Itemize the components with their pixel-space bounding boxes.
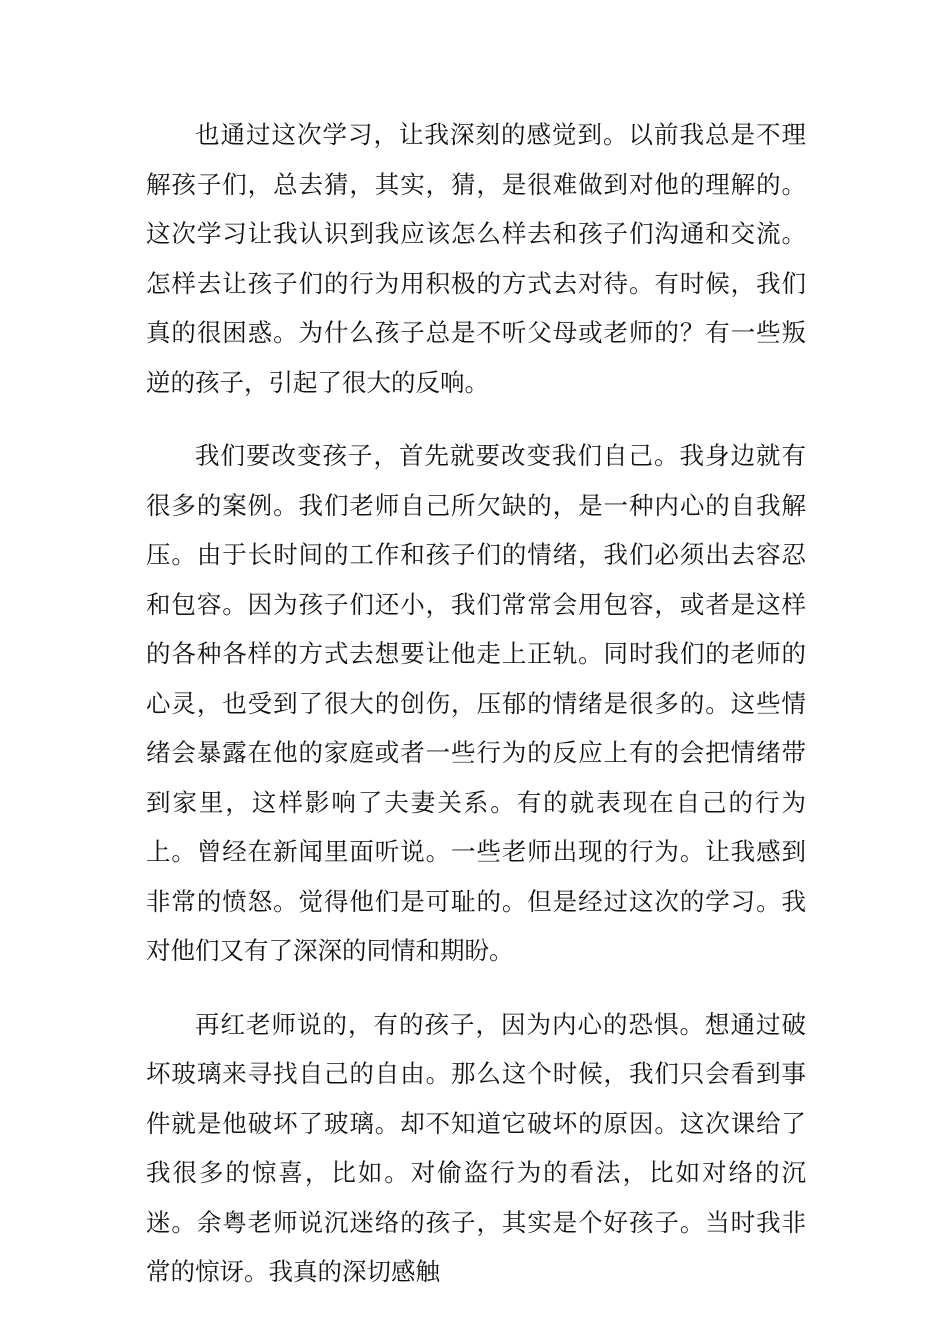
paragraph-3: 再红老师说的，有的孩子，因为内心的恐惧。想通过破坏玻璃来寻找自己的自由。那么这个时候，我们只会看到事件就是他破坏了玻璃。却不知道它破坏的原因。这次课给了我很多的惊喜，比如。对偷盗行为的看法，比如对络的沉迷。余粤老师说沉迷络的孩子，其实是个好孩子。当时我非常的惊讶。我真的深切感触 xyxy=(146,1009,806,1286)
paragraph-2: 我们要改变孩子，首先就要改变我们自己。我身边就有很多的案例。我们老师自己所欠缺的，是一种内心的自我解压。由于长时间的工作和孩子们的情绪，我们必须出去容忍和包容。因为孩子们还小，我们常常会用包容，或者是这样的各种各样的方式去想要让他走上正轨。同时我们的老师的心灵，也受到了很大的创伤，压郁的情绪是很多的。这些情绪会暴露在他的家庭或者一些行为的反应上有的会把情绪带到家里，这样影响了夫妻关系。有的就表现在自己的行为上。曾经在新闻里面听说。一些老师出现的行为。让我感到非常的愤怒。觉得他们是可耻的。但是经过这次的学习。我对他们又有了深深的同情和期盼。 xyxy=(146,441,806,965)
paragraph-1: 也通过这次学习，让我深刻的感觉到。以前我总是不理解孩子们，总去猜，其实，猜，是很难做到对他的理解的。这次学习让我认识到我应该怎么样去和孩子们沟通和交流。怎样去让孩子们的行为用积极的方式去对待。有时候，我们真的很困惑。为什么孩子总是不听父母或老师的？有一些叛逆的孩子，引起了很大的反响。 xyxy=(146,120,806,397)
document-body xyxy=(146,110,806,1321)
